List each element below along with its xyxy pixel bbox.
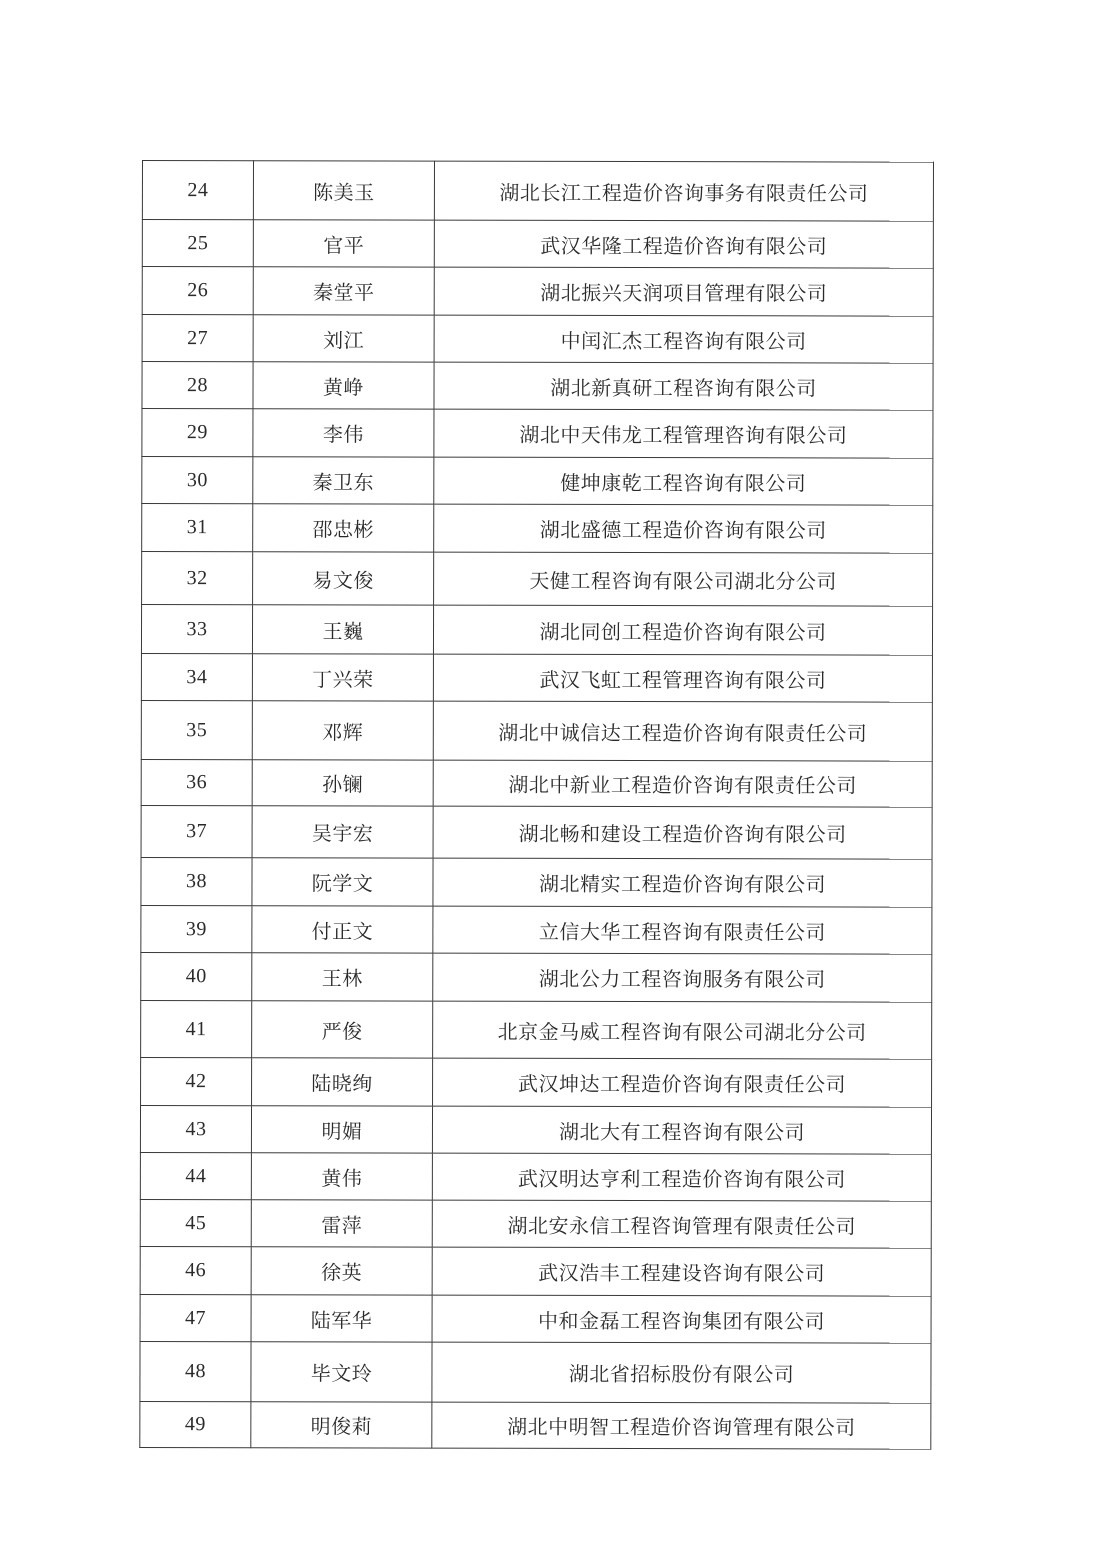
roster-table xyxy=(139,160,934,1450)
company-name: 湖北长江工程造价咨询事务有限责任公司 xyxy=(434,161,933,221)
company-name: 湖北公力工程咨询服务有限公司 xyxy=(433,953,932,1002)
row-number: 39 xyxy=(141,905,252,952)
row-number: 29 xyxy=(142,409,253,457)
company-name: 湖北安永信工程咨询管理有限责任公司 xyxy=(432,1200,931,1248)
person-name: 徐英 xyxy=(251,1247,432,1295)
person-name: 孙镧 xyxy=(252,760,433,806)
company-name: 湖北中明智工程造价咨询管理有限公司 xyxy=(432,1402,931,1449)
person-name: 李伟 xyxy=(253,409,434,457)
row-number: 37 xyxy=(141,805,252,857)
company-name: 湖北省招标股份有限公司 xyxy=(432,1342,931,1403)
row-number: 49 xyxy=(140,1401,251,1447)
row-number: 27 xyxy=(142,315,253,362)
table-row xyxy=(142,457,933,506)
table-row xyxy=(141,1000,932,1059)
company-name: 武汉浩丰工程建设咨询有限公司 xyxy=(432,1247,931,1296)
person-name: 雷萍 xyxy=(251,1200,432,1247)
row-number: 47 xyxy=(140,1294,251,1341)
company-name: 湖北新真研工程咨询有限公司 xyxy=(434,362,933,410)
company-name: 武汉明达亨利工程造价咨询有限公司 xyxy=(432,1153,931,1201)
table-row xyxy=(142,220,933,269)
table-row xyxy=(140,1152,931,1201)
company-name: 湖北大有工程咨询有限公司 xyxy=(432,1106,931,1154)
company-name: 武汉飞虹工程管理咨询有限公司 xyxy=(433,654,932,702)
row-number: 24 xyxy=(142,161,253,220)
row-number: 40 xyxy=(141,952,252,1000)
person-name: 陆军华 xyxy=(251,1295,432,1342)
person-name: 秦堂平 xyxy=(253,267,434,315)
row-number: 30 xyxy=(142,457,253,504)
row-number: 28 xyxy=(142,362,253,409)
company-name: 健坤康乾工程咨询有限公司 xyxy=(434,457,933,505)
person-name: 付正文 xyxy=(252,906,433,953)
company-name: 湖北精实工程造价咨询有限公司 xyxy=(433,858,932,907)
table-row xyxy=(142,362,933,411)
company-name: 湖北中天伟龙工程管理咨询有限公司 xyxy=(434,409,933,458)
row-number: 45 xyxy=(140,1199,251,1246)
person-name: 明俊莉 xyxy=(251,1402,432,1448)
person-name: 陈美玉 xyxy=(253,161,434,220)
row-number: 48 xyxy=(140,1341,251,1401)
row-number: 33 xyxy=(141,605,252,654)
table-row xyxy=(140,1341,931,1403)
table-row xyxy=(142,161,933,222)
row-number: 43 xyxy=(140,1105,251,1152)
person-name: 王巍 xyxy=(252,605,433,654)
row-number: 46 xyxy=(140,1246,251,1294)
table-row xyxy=(141,605,932,656)
person-name: 阮学文 xyxy=(252,858,433,906)
company-name: 湖北中新业工程造价咨询有限责任公司 xyxy=(433,760,932,807)
person-name: 邓辉 xyxy=(252,701,433,760)
row-number: 34 xyxy=(141,653,252,700)
person-name: 刘江 xyxy=(253,315,434,362)
company-name: 天健工程咨询有限公司湖北分公司 xyxy=(434,552,933,606)
row-number: 41 xyxy=(141,1000,252,1057)
person-name: 明媚 xyxy=(251,1106,432,1153)
company-name: 中闰汇杰工程咨询有限公司 xyxy=(434,315,933,363)
table-row xyxy=(140,1105,931,1154)
table-row xyxy=(141,905,932,954)
company-name: 湖北中诚信达工程造价咨询有限责任公司 xyxy=(433,701,932,761)
table-row xyxy=(142,504,933,554)
table-row xyxy=(142,315,933,364)
person-name: 王林 xyxy=(252,953,433,1001)
row-number: 31 xyxy=(142,504,253,552)
company-name: 湖北畅和建设工程造价咨询有限公司 xyxy=(433,806,932,859)
person-name: 黄峥 xyxy=(253,362,434,409)
row-number: 25 xyxy=(142,220,253,267)
table-row xyxy=(141,653,932,702)
person-name: 吴宇宏 xyxy=(252,806,433,858)
table-row xyxy=(141,805,932,859)
row-number: 35 xyxy=(141,700,252,759)
company-name: 武汉坤达工程造价咨询有限责任公司 xyxy=(433,1058,932,1107)
table-row xyxy=(142,409,933,459)
table-row xyxy=(141,952,932,1002)
row-number: 42 xyxy=(141,1057,252,1105)
table-row xyxy=(140,1294,931,1343)
company-name: 湖北振兴天润项目管理有限公司 xyxy=(434,267,933,316)
row-number: 26 xyxy=(142,267,253,315)
person-name: 严俊 xyxy=(252,1001,433,1058)
company-name: 立信大华工程咨询有限责任公司 xyxy=(433,906,932,954)
table-row xyxy=(141,700,932,761)
table-row xyxy=(140,1246,931,1296)
table-row xyxy=(141,759,932,807)
roster-table-body xyxy=(140,161,934,1450)
person-name: 官平 xyxy=(253,220,434,267)
table-row xyxy=(140,1199,931,1248)
company-name: 北京金马威工程咨询有限公司湖北分公司 xyxy=(433,1001,932,1059)
row-number: 32 xyxy=(142,552,253,605)
person-name: 丁兴荣 xyxy=(252,654,433,701)
person-name: 秦卫东 xyxy=(253,457,434,504)
person-name: 黄伟 xyxy=(251,1153,432,1200)
person-name: 毕文玲 xyxy=(251,1342,432,1402)
company-name: 湖北盛德工程造价咨询有限公司 xyxy=(434,504,933,553)
person-name: 易文俊 xyxy=(253,552,434,605)
person-name: 陆晓绚 xyxy=(252,1058,433,1106)
table-row xyxy=(141,1057,932,1107)
company-name: 中和金磊工程咨询集团有限公司 xyxy=(432,1295,931,1343)
row-number: 38 xyxy=(141,857,252,905)
table-row xyxy=(142,552,933,607)
row-number: 36 xyxy=(141,759,252,805)
company-name: 湖北同创工程造价咨询有限公司 xyxy=(433,605,932,655)
table-row xyxy=(140,1401,931,1449)
table-row xyxy=(142,267,933,317)
company-name: 武汉华隆工程造价咨询有限公司 xyxy=(434,220,933,268)
table-row xyxy=(141,857,932,907)
person-name: 邵忠彬 xyxy=(253,504,434,552)
row-number: 44 xyxy=(140,1152,251,1199)
